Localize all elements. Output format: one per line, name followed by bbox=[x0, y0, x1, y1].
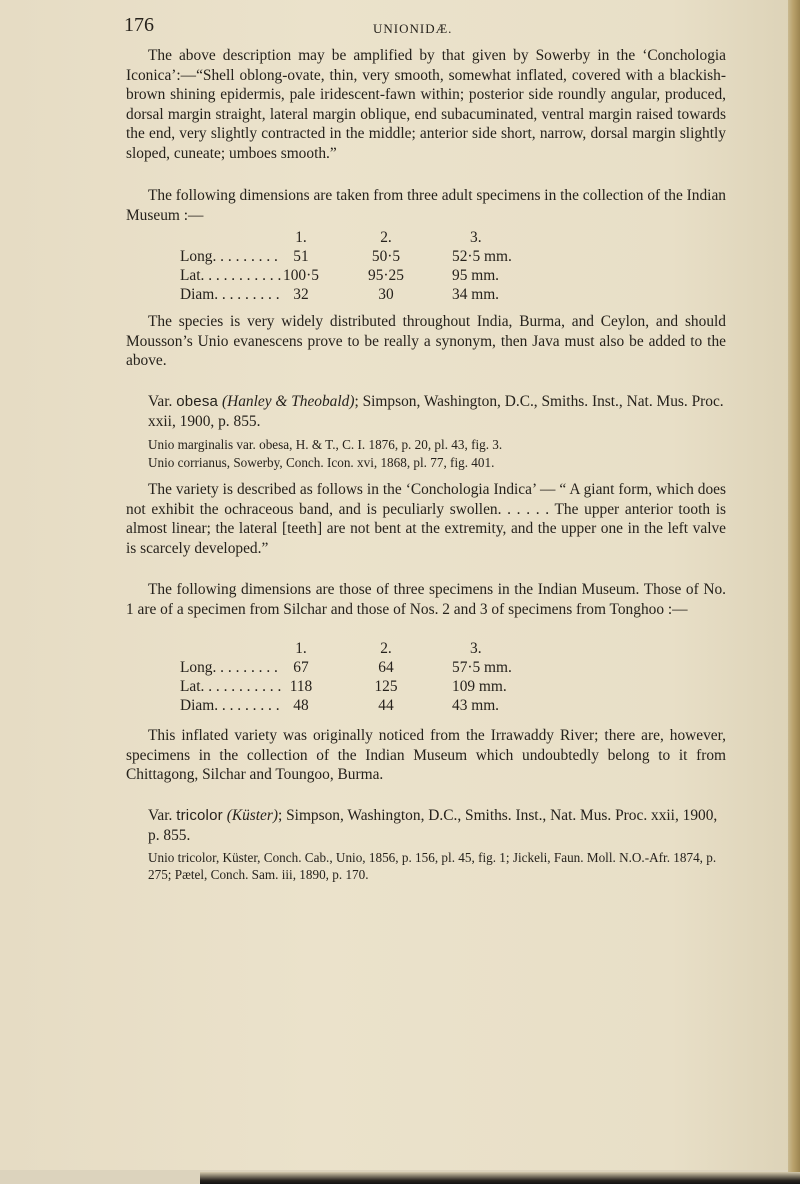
table-cell: 64 bbox=[378, 659, 394, 676]
table-cell: 118 bbox=[289, 678, 313, 695]
variety-citation: ; Simpson, Washington, D.C., Smiths. Inst., Nat. Mus. Proc. xxii, 1900, p. 855. bbox=[148, 393, 724, 430]
column-header: 3. bbox=[470, 640, 482, 657]
table-row bbox=[180, 659, 700, 678]
table-cell: 50·5 bbox=[371, 248, 401, 265]
column-header: 2. bbox=[380, 229, 392, 246]
variety-name: obesa bbox=[176, 393, 219, 410]
sowerby-description-paragraph: The above description may be amplified by that given by Sowerby in the ‘Conchologia Iconica’:—“Shell oblong-ovate, thin, very smooth, somewhat inflated, covered with a blackish-brown shining epidermis, pale iridescent-fawn within; posterior side roundly angular, produced, dorsal margin straight, lateral margin oblique, end subacuminated, ventral margin raised towards the end, very slightly contracted in the middle; anterior side short, narrow, dorsal margin slightly sloped, cuneate; umboes smooth.” bbox=[126, 47, 726, 162]
table-row bbox=[180, 678, 700, 697]
variety-citation: ; Simpson, Washington, D.C., Smiths. Inst., Nat. Mus. Proc. xxii, 1900, p. 855. bbox=[148, 807, 718, 844]
table-cell: 95 mm. bbox=[452, 267, 500, 284]
table-cell: 57·5 mm. bbox=[452, 659, 512, 676]
row-label: Diam. . . . . . . . . bbox=[180, 697, 280, 714]
variety-prefix: Var. bbox=[148, 807, 177, 824]
page-number: 176 bbox=[124, 14, 154, 36]
table-cell: 100·5 bbox=[283, 267, 319, 284]
synonym-reference: Unio corrianus, Sowerby, Conch. Icon. xvi, 1868, pl. 77, fig. 401. bbox=[148, 455, 495, 470]
specimen-dimensions-intro: The following dimensions are those of three specimens in the Indian Museum. Those of No. 1 are of a specimen from Silchar and those of Nos. 2 and 3 of specimens from Tonghoo :— bbox=[126, 581, 726, 618]
synonym-reference: Unio marginalis var. obesa, H. & T., C. I. 1876, p. 20, pl. 43, fig. 3. bbox=[148, 437, 503, 452]
row-label: Lat. . . . . . . . . . . bbox=[180, 267, 282, 284]
variety-authority: (Hanley & Theobald) bbox=[221, 393, 355, 410]
table-cell: 34 mm. bbox=[452, 286, 500, 303]
table-row bbox=[180, 697, 700, 716]
table-cell: 43 mm. bbox=[452, 697, 500, 714]
variety-authority: (Küster) bbox=[226, 807, 278, 824]
row-label: Long. . . . . . . . . bbox=[180, 248, 278, 265]
row-label: Diam. . . . . . . . . bbox=[180, 286, 280, 303]
column-header: 1. bbox=[295, 640, 307, 657]
variety-prefix: Var. bbox=[148, 393, 177, 410]
table-header-row bbox=[180, 640, 700, 659]
variety-tricolor-heading bbox=[148, 806, 728, 845]
synonym-reference: Unio tricolor, Küster, Conch. Cab., Unio, 1856, p. 156, pl. 45, fig. 1; Jickeli, Faun. Moll. N.O.-Afr. 1874, p. 275; Pætel, Conch. Sam. iii, 1890, p. 170. bbox=[148, 850, 717, 882]
row-label: Lat. . . . . . . . . . . bbox=[180, 678, 282, 695]
table-row bbox=[180, 248, 700, 267]
distribution-paragraph: The species is very widely distributed throughout India, Burma, and Ceylon, and should Mousson’s Unio evanescens prove to be really a synonym, then Java must also be added to the above. bbox=[126, 313, 726, 370]
dimensions-intro-paragraph: The following dimensions are taken from three adult specimens in the collection of the Indian Museum :— bbox=[126, 187, 726, 224]
book-edge-bottom bbox=[200, 1172, 800, 1184]
table-cell: 52·5 mm. bbox=[452, 248, 512, 265]
variety-name: tricolor bbox=[176, 807, 223, 824]
row-label: Long. . . . . . . . . bbox=[180, 659, 278, 676]
table-cell: 44 bbox=[378, 697, 394, 714]
table-row bbox=[180, 267, 700, 286]
table-cell: 67 bbox=[293, 659, 309, 676]
table-header-row bbox=[180, 229, 700, 248]
table-cell: 48 bbox=[293, 697, 309, 714]
column-header: 1. bbox=[295, 229, 307, 246]
column-header: 3. bbox=[470, 229, 482, 246]
table-cell: 109 mm. bbox=[452, 678, 507, 695]
variety-obesa-heading bbox=[148, 392, 728, 431]
table-cell: 95·25 bbox=[368, 267, 404, 284]
dimensions-table-obesa bbox=[180, 640, 700, 716]
running-head: UNIONIDÆ. bbox=[373, 21, 453, 36]
localities-paragraph: This inflated variety was originally noticed from the Irrawaddy River; there are, however, specimens in the collection of the Indian Museum which undoubtedly belong to it from Chittagong, Silchar and Toungoo, Burma. bbox=[126, 727, 726, 784]
table-cell: 51 bbox=[293, 248, 309, 265]
table-cell: 30 bbox=[378, 286, 394, 303]
table-cell: 32 bbox=[293, 286, 309, 303]
table-cell: 125 bbox=[374, 678, 398, 695]
book-edge-right bbox=[788, 0, 800, 1184]
table-row bbox=[180, 286, 700, 305]
dimensions-table-typical bbox=[180, 229, 700, 305]
column-header: 2. bbox=[380, 640, 392, 657]
variety-description-paragraph: The variety is described as follows in the ‘Conchologia Indica’ — “ A giant form, which does not exhibit the ochraceous band, and is peculiarly swollen. . . . . . The upper anterior tooth is almost linear; the lateral [teeth] are not bent at the extremity, and the upper one in the left valve is scarcely developed.” bbox=[126, 481, 726, 557]
